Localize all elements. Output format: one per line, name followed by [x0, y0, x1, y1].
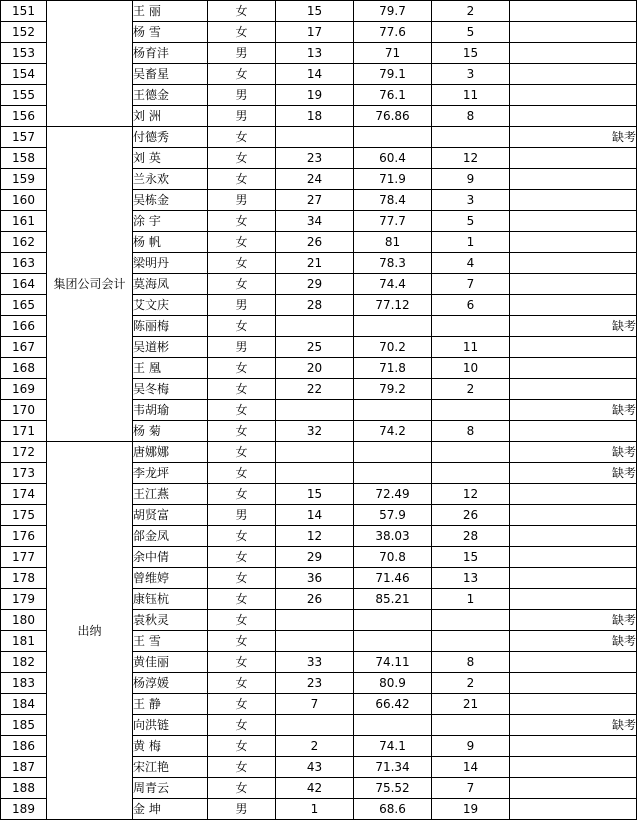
rank-cell: 19 — [432, 799, 510, 820]
score-cell: 77.7 — [354, 211, 432, 232]
row-number-cell: 155 — [1, 85, 47, 106]
exam-number-cell: 14 — [276, 505, 354, 526]
row-number-cell: 152 — [1, 22, 47, 43]
score-cell: 75.52 — [354, 778, 432, 799]
exam-number-cell: 22 — [276, 379, 354, 400]
department-cell: 出纳 — [47, 442, 133, 820]
score-cell: 70.8 — [354, 547, 432, 568]
candidate-name-cell: 吴栋金 — [133, 190, 208, 211]
row-number-cell: 161 — [1, 211, 47, 232]
row-number-cell: 151 — [1, 1, 47, 22]
score-cell: 79.1 — [354, 64, 432, 85]
candidate-name-cell: 陈丽梅 — [133, 316, 208, 337]
rank-cell: 2 — [432, 673, 510, 694]
candidate-name-cell: 王德金 — [133, 85, 208, 106]
exam-number-cell: 18 — [276, 106, 354, 127]
exam-number-cell: 13 — [276, 43, 354, 64]
score-cell: 71 — [354, 43, 432, 64]
score-cell: 72.49 — [354, 484, 432, 505]
row-number-cell: 179 — [1, 589, 47, 610]
score-cell — [354, 631, 432, 652]
rank-cell: 14 — [432, 757, 510, 778]
exam-number-cell: 19 — [276, 85, 354, 106]
rank-cell: 13 — [432, 568, 510, 589]
remark-cell — [510, 232, 637, 253]
score-cell: 78.3 — [354, 253, 432, 274]
exam-number-cell: 17 — [276, 22, 354, 43]
row-number-cell: 171 — [1, 421, 47, 442]
remark-cell — [510, 211, 637, 232]
gender-cell: 女 — [208, 526, 276, 547]
row-number-cell: 165 — [1, 295, 47, 316]
remark-cell — [510, 295, 637, 316]
gender-cell: 女 — [208, 379, 276, 400]
candidate-name-cell: 杨淳媛 — [133, 673, 208, 694]
remark-cell — [510, 85, 637, 106]
row-number-cell: 166 — [1, 316, 47, 337]
remark-cell — [510, 43, 637, 64]
gender-cell: 女 — [208, 211, 276, 232]
remark-cell — [510, 253, 637, 274]
candidate-name-cell: 向洪链 — [133, 715, 208, 736]
remark-cell — [510, 547, 637, 568]
remark-cell — [510, 169, 637, 190]
exam-number-cell: 26 — [276, 589, 354, 610]
candidate-name-cell: 杨 雪 — [133, 22, 208, 43]
candidate-name-cell: 余中倩 — [133, 547, 208, 568]
candidate-name-cell: 曾维婷 — [133, 568, 208, 589]
score-cell: 71.9 — [354, 169, 432, 190]
exam-number-cell: 26 — [276, 232, 354, 253]
row-number-cell: 159 — [1, 169, 47, 190]
gender-cell: 女 — [208, 127, 276, 148]
row-number-cell: 158 — [1, 148, 47, 169]
remark-cell: 缺考 — [510, 442, 637, 463]
candidate-name-cell: 王 丽 — [133, 1, 208, 22]
score-cell: 71.46 — [354, 568, 432, 589]
score-cell: 70.2 — [354, 337, 432, 358]
exam-number-cell — [276, 715, 354, 736]
candidate-name-cell: 杨育沣 — [133, 43, 208, 64]
exam-number-cell: 42 — [276, 778, 354, 799]
exam-number-cell — [276, 463, 354, 484]
score-cell — [354, 442, 432, 463]
exam-number-cell: 1 — [276, 799, 354, 820]
score-cell: 77.6 — [354, 22, 432, 43]
remark-cell — [510, 694, 637, 715]
candidate-name-cell: 艾文庆 — [133, 295, 208, 316]
score-cell: 74.4 — [354, 274, 432, 295]
candidate-name-cell: 黄 梅 — [133, 736, 208, 757]
rank-cell: 21 — [432, 694, 510, 715]
rank-cell: 15 — [432, 43, 510, 64]
exam-number-cell: 33 — [276, 652, 354, 673]
department-cell: 集团公司会计 — [47, 127, 133, 442]
remark-cell: 缺考 — [510, 316, 637, 337]
score-cell: 76.86 — [354, 106, 432, 127]
candidate-name-cell: 莫海凤 — [133, 274, 208, 295]
score-cell — [354, 715, 432, 736]
gender-cell: 女 — [208, 400, 276, 421]
gender-cell: 女 — [208, 274, 276, 295]
row-number-cell: 177 — [1, 547, 47, 568]
score-cell — [354, 463, 432, 484]
row-number-cell: 184 — [1, 694, 47, 715]
candidate-name-cell: 梁明丹 — [133, 253, 208, 274]
score-cell: 68.6 — [354, 799, 432, 820]
gender-cell: 女 — [208, 694, 276, 715]
remark-cell — [510, 148, 637, 169]
exam-number-cell — [276, 400, 354, 421]
row-number-cell: 189 — [1, 799, 47, 820]
row-number-cell: 156 — [1, 106, 47, 127]
remark-cell — [510, 274, 637, 295]
table-row — [1, 442, 637, 463]
remark-cell: 缺考 — [510, 127, 637, 148]
candidate-name-cell: 刘 英 — [133, 148, 208, 169]
rank-cell — [432, 463, 510, 484]
gender-cell: 女 — [208, 421, 276, 442]
gender-cell: 男 — [208, 295, 276, 316]
score-cell: 78.4 — [354, 190, 432, 211]
gender-cell: 女 — [208, 22, 276, 43]
candidate-name-cell: 郃金凤 — [133, 526, 208, 547]
rank-cell: 1 — [432, 232, 510, 253]
candidate-name-cell: 康钰杭 — [133, 589, 208, 610]
candidate-name-cell: 韦胡瑜 — [133, 400, 208, 421]
rank-cell: 3 — [432, 64, 510, 85]
remark-cell — [510, 1, 637, 22]
rank-cell: 9 — [432, 736, 510, 757]
exam-number-cell: 20 — [276, 358, 354, 379]
score-cell: 79.7 — [354, 1, 432, 22]
exam-number-cell: 15 — [276, 484, 354, 505]
rank-cell — [432, 127, 510, 148]
table-row — [1, 1, 637, 22]
rank-cell: 15 — [432, 547, 510, 568]
score-cell: 71.34 — [354, 757, 432, 778]
rank-cell: 11 — [432, 85, 510, 106]
row-number-cell: 185 — [1, 715, 47, 736]
gender-cell: 女 — [208, 778, 276, 799]
exam-number-cell: 24 — [276, 169, 354, 190]
rank-cell — [432, 442, 510, 463]
row-number-cell: 172 — [1, 442, 47, 463]
score-cell — [354, 316, 432, 337]
rank-cell — [432, 715, 510, 736]
score-cell — [354, 610, 432, 631]
score-table-body — [1, 1, 637, 820]
exam-number-cell — [276, 316, 354, 337]
score-cell: 66.42 — [354, 694, 432, 715]
exam-number-cell: 12 — [276, 526, 354, 547]
exam-number-cell: 32 — [276, 421, 354, 442]
gender-cell: 女 — [208, 715, 276, 736]
candidate-name-cell: 王 静 — [133, 694, 208, 715]
score-cell — [354, 400, 432, 421]
row-number-cell: 168 — [1, 358, 47, 379]
score-cell: 79.2 — [354, 379, 432, 400]
row-number-cell: 157 — [1, 127, 47, 148]
rank-cell: 12 — [432, 484, 510, 505]
remark-cell: 缺考 — [510, 610, 637, 631]
score-cell: 74.1 — [354, 736, 432, 757]
remark-cell — [510, 799, 637, 820]
remark-cell — [510, 337, 637, 358]
row-number-cell: 154 — [1, 64, 47, 85]
row-number-cell: 164 — [1, 274, 47, 295]
gender-cell: 女 — [208, 232, 276, 253]
rank-cell: 12 — [432, 148, 510, 169]
remark-cell — [510, 505, 637, 526]
rank-cell: 8 — [432, 106, 510, 127]
row-number-cell: 186 — [1, 736, 47, 757]
score-cell: 38.03 — [354, 526, 432, 547]
candidate-name-cell: 刘 洲 — [133, 106, 208, 127]
exam-number-cell: 29 — [276, 547, 354, 568]
row-number-cell: 153 — [1, 43, 47, 64]
exam-number-cell: 23 — [276, 148, 354, 169]
candidate-name-cell: 金 坤 — [133, 799, 208, 820]
gender-cell: 女 — [208, 64, 276, 85]
rank-cell: 9 — [432, 169, 510, 190]
row-number-cell: 170 — [1, 400, 47, 421]
remark-cell: 缺考 — [510, 631, 637, 652]
score-cell: 76.1 — [354, 85, 432, 106]
remark-cell — [510, 64, 637, 85]
candidate-name-cell: 王 雪 — [133, 631, 208, 652]
table-row — [1, 127, 637, 148]
row-number-cell: 163 — [1, 253, 47, 274]
row-number-cell: 174 — [1, 484, 47, 505]
candidate-name-cell: 吴冬梅 — [133, 379, 208, 400]
gender-cell: 女 — [208, 568, 276, 589]
remark-cell: 缺考 — [510, 463, 637, 484]
department-cell — [47, 1, 133, 127]
exam-number-cell: 28 — [276, 295, 354, 316]
remark-cell — [510, 778, 637, 799]
exam-number-cell: 27 — [276, 190, 354, 211]
gender-cell: 女 — [208, 652, 276, 673]
row-number-cell: 169 — [1, 379, 47, 400]
gender-cell: 女 — [208, 547, 276, 568]
gender-cell: 男 — [208, 190, 276, 211]
candidate-name-cell: 李龙坪 — [133, 463, 208, 484]
row-number-cell: 167 — [1, 337, 47, 358]
row-number-cell: 173 — [1, 463, 47, 484]
score-cell: 80.9 — [354, 673, 432, 694]
gender-cell: 女 — [208, 148, 276, 169]
rank-cell: 11 — [432, 337, 510, 358]
candidate-name-cell: 周青云 — [133, 778, 208, 799]
remark-cell — [510, 106, 637, 127]
gender-cell: 女 — [208, 736, 276, 757]
candidate-name-cell: 黄佳丽 — [133, 652, 208, 673]
remark-cell — [510, 757, 637, 778]
exam-number-cell — [276, 631, 354, 652]
rank-cell: 7 — [432, 274, 510, 295]
rank-cell: 8 — [432, 652, 510, 673]
remark-cell — [510, 673, 637, 694]
score-cell: 60.4 — [354, 148, 432, 169]
exam-number-cell: 21 — [276, 253, 354, 274]
score-cell — [354, 127, 432, 148]
row-number-cell: 188 — [1, 778, 47, 799]
rank-cell: 8 — [432, 421, 510, 442]
score-cell: 77.12 — [354, 295, 432, 316]
row-number-cell: 187 — [1, 757, 47, 778]
gender-cell: 女 — [208, 316, 276, 337]
remark-cell — [510, 736, 637, 757]
remark-cell — [510, 421, 637, 442]
remark-cell: 缺考 — [510, 715, 637, 736]
rank-cell: 5 — [432, 211, 510, 232]
gender-cell: 女 — [208, 484, 276, 505]
rank-cell: 4 — [432, 253, 510, 274]
exam-number-cell: 36 — [276, 568, 354, 589]
row-number-cell: 178 — [1, 568, 47, 589]
exam-number-cell: 15 — [276, 1, 354, 22]
candidate-name-cell: 胡贤富 — [133, 505, 208, 526]
gender-cell: 男 — [208, 337, 276, 358]
row-number-cell: 183 — [1, 673, 47, 694]
remark-cell: 缺考 — [510, 400, 637, 421]
candidate-name-cell: 兰永欢 — [133, 169, 208, 190]
gender-cell: 女 — [208, 463, 276, 484]
remark-cell — [510, 358, 637, 379]
rank-cell: 6 — [432, 295, 510, 316]
exam-number-cell: 23 — [276, 673, 354, 694]
gender-cell: 女 — [208, 169, 276, 190]
score-cell: 85.21 — [354, 589, 432, 610]
candidate-name-cell: 吴道彬 — [133, 337, 208, 358]
row-number-cell: 182 — [1, 652, 47, 673]
row-number-cell: 176 — [1, 526, 47, 547]
score-cell: 74.11 — [354, 652, 432, 673]
exam-number-cell: 14 — [276, 64, 354, 85]
rank-cell — [432, 316, 510, 337]
exam-number-cell: 7 — [276, 694, 354, 715]
remark-cell — [510, 379, 637, 400]
score-cell: 71.8 — [354, 358, 432, 379]
rank-cell: 1 — [432, 589, 510, 610]
remark-cell — [510, 652, 637, 673]
exam-number-cell: 43 — [276, 757, 354, 778]
rank-cell: 10 — [432, 358, 510, 379]
rank-cell: 5 — [432, 22, 510, 43]
candidate-name-cell: 王 凰 — [133, 358, 208, 379]
remark-cell — [510, 568, 637, 589]
rank-cell: 2 — [432, 1, 510, 22]
exam-number-cell: 29 — [276, 274, 354, 295]
candidate-name-cell: 杨 帆 — [133, 232, 208, 253]
candidate-name-cell: 王江燕 — [133, 484, 208, 505]
candidate-name-cell: 吴畜星 — [133, 64, 208, 85]
gender-cell: 女 — [208, 442, 276, 463]
rank-cell — [432, 610, 510, 631]
remark-cell — [510, 526, 637, 547]
remark-cell — [510, 589, 637, 610]
gender-cell: 女 — [208, 673, 276, 694]
rank-cell: 28 — [432, 526, 510, 547]
exam-number-cell — [276, 442, 354, 463]
remark-cell — [510, 484, 637, 505]
gender-cell: 女 — [208, 358, 276, 379]
exam-number-cell: 34 — [276, 211, 354, 232]
gender-cell: 男 — [208, 43, 276, 64]
score-cell: 57.9 — [354, 505, 432, 526]
gender-cell: 女 — [208, 631, 276, 652]
score-cell: 81 — [354, 232, 432, 253]
remark-cell — [510, 190, 637, 211]
exam-number-cell — [276, 610, 354, 631]
gender-cell: 女 — [208, 757, 276, 778]
row-number-cell: 160 — [1, 190, 47, 211]
row-number-cell: 181 — [1, 631, 47, 652]
rank-cell: 7 — [432, 778, 510, 799]
gender-cell: 女 — [208, 589, 276, 610]
candidate-name-cell: 袁秋灵 — [133, 610, 208, 631]
exam-number-cell: 2 — [276, 736, 354, 757]
candidate-name-cell: 涂 宇 — [133, 211, 208, 232]
rank-cell — [432, 400, 510, 421]
candidate-name-cell: 唐娜娜 — [133, 442, 208, 463]
candidate-name-cell: 付德秀 — [133, 127, 208, 148]
candidate-name-cell: 杨 菊 — [133, 421, 208, 442]
gender-cell: 男 — [208, 106, 276, 127]
remark-cell — [510, 22, 637, 43]
exam-number-cell — [276, 127, 354, 148]
gender-cell: 男 — [208, 85, 276, 106]
gender-cell: 女 — [208, 610, 276, 631]
rank-cell — [432, 631, 510, 652]
rank-cell: 2 — [432, 379, 510, 400]
rank-cell: 26 — [432, 505, 510, 526]
exam-number-cell: 25 — [276, 337, 354, 358]
score-cell: 74.2 — [354, 421, 432, 442]
row-number-cell: 162 — [1, 232, 47, 253]
row-number-cell: 180 — [1, 610, 47, 631]
row-number-cell: 175 — [1, 505, 47, 526]
gender-cell: 女 — [208, 1, 276, 22]
gender-cell: 男 — [208, 799, 276, 820]
rank-cell: 3 — [432, 190, 510, 211]
candidate-name-cell: 宋江艳 — [133, 757, 208, 778]
gender-cell: 男 — [208, 505, 276, 526]
gender-cell: 女 — [208, 253, 276, 274]
